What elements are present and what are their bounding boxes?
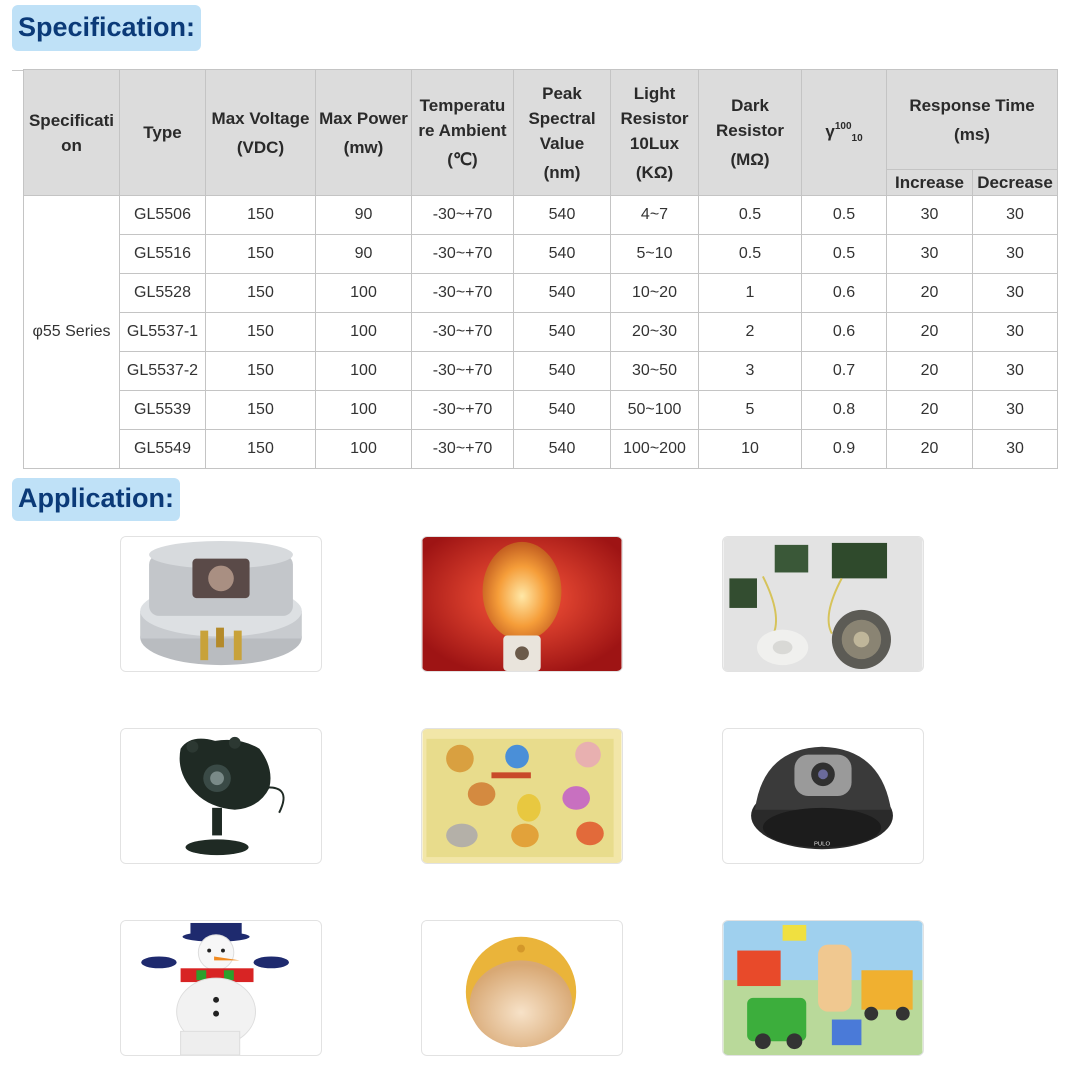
night-light-bulb-image: [421, 536, 623, 672]
webcam-image: [120, 728, 322, 864]
decrease-cell: 30: [973, 196, 1058, 235]
decrease-cell: 30: [973, 235, 1058, 274]
type-cell: GL5537-2: [120, 352, 206, 391]
decrease-cell: 30: [973, 430, 1058, 469]
table-row: [24, 274, 1058, 313]
table-row: [24, 430, 1058, 469]
increase-cell: 20: [887, 274, 973, 313]
header-increase: Increase: [887, 170, 973, 196]
header-row: [24, 70, 1058, 170]
increase-cell: 20: [887, 352, 973, 391]
dark-resistor-cell: 10: [699, 430, 802, 469]
snowman-night-light-image: [120, 920, 322, 1056]
temperature-cell: -30~+70: [412, 274, 514, 313]
vehicle-puzzle-image: [722, 920, 924, 1056]
series-cell: φ55 Series: [24, 196, 120, 469]
header-max-voltage: Max Voltage (VDC): [206, 70, 316, 196]
temperature-cell: -30~+70: [412, 352, 514, 391]
brand-label: PULO: [813, 841, 831, 848]
type-cell: GL5537-1: [120, 313, 206, 352]
dark-resistor-cell: 5: [699, 391, 802, 430]
temperature-cell: -30~+70: [412, 430, 514, 469]
light-resistor-cell: 30~50: [611, 352, 699, 391]
gamma-cell: 0.5: [802, 235, 887, 274]
power-cell: 100: [316, 313, 412, 352]
application-heading: Application:: [12, 478, 180, 521]
light-resistor-cell: 5~10: [611, 235, 699, 274]
light-resistor-cell: 20~30: [611, 313, 699, 352]
dark-resistor-cell: 0.5: [699, 235, 802, 274]
temperature-cell: -30~+70: [412, 391, 514, 430]
light-resistor-cell: 10~20: [611, 274, 699, 313]
type-cell: GL5539: [120, 391, 206, 430]
decrease-cell: 30: [973, 313, 1058, 352]
peak-cell: 540: [514, 352, 611, 391]
peak-cell: 540: [514, 274, 611, 313]
temperature-cell: -30~+70: [412, 313, 514, 352]
table-row: [24, 196, 1058, 235]
light-resistor-cell: 100~200: [611, 430, 699, 469]
gamma-cell: 0.6: [802, 274, 887, 313]
power-cell: 100: [316, 430, 412, 469]
decrease-cell: 30: [973, 391, 1058, 430]
gamma-cell: 0.5: [802, 196, 887, 235]
voltage-cell: 150: [206, 274, 316, 313]
power-cell: 100: [316, 391, 412, 430]
header-light-resistor: Light Resistor 10Lux (KΩ): [611, 70, 699, 196]
voltage-cell: 150: [206, 313, 316, 352]
table-row: [24, 352, 1058, 391]
photocell-switch-image: [120, 536, 322, 672]
header-decrease: Decrease: [973, 170, 1058, 196]
specification-heading: Specification:: [12, 5, 201, 51]
increase-cell: 20: [887, 430, 973, 469]
table-row: [24, 313, 1058, 352]
type-cell: GL5506: [120, 196, 206, 235]
increase-cell: 30: [887, 235, 973, 274]
gamma-cell: 0.6: [802, 313, 887, 352]
voltage-cell: 150: [206, 235, 316, 274]
light-resistor-cell: 50~100: [611, 391, 699, 430]
type-cell: GL5528: [120, 274, 206, 313]
dome-night-light-image: [421, 920, 623, 1056]
decrease-cell: 30: [973, 274, 1058, 313]
power-cell: 100: [316, 274, 412, 313]
peak-cell: 540: [514, 430, 611, 469]
type-cell: GL5549: [120, 430, 206, 469]
increase-cell: 20: [887, 313, 973, 352]
header-gamma: $\gamma^{100}_{10}$: [802, 70, 887, 196]
header-dark-resistor: Dark Resistor (MΩ): [699, 70, 802, 196]
peak-cell: 540: [514, 196, 611, 235]
peak-cell: 540: [514, 313, 611, 352]
header-specification: Specificati on: [24, 70, 120, 196]
increase-cell: 20: [887, 391, 973, 430]
decrease-cell: 30: [973, 352, 1058, 391]
animal-puzzle-image: [421, 728, 623, 864]
dark-resistor-cell: 2: [699, 313, 802, 352]
power-cell: 90: [316, 235, 412, 274]
dark-resistor-cell: 1: [699, 274, 802, 313]
power-cell: 100: [316, 352, 412, 391]
dome-camera-image: [722, 728, 924, 864]
peak-cell: 540: [514, 391, 611, 430]
table-row: [24, 391, 1058, 430]
header-peak-spectral: Peak Spectral Value (nm): [514, 70, 611, 196]
voltage-cell: 150: [206, 391, 316, 430]
dark-resistor-cell: 0.5: [699, 196, 802, 235]
voltage-cell: 150: [206, 196, 316, 235]
header-max-power: Max Power (mw): [316, 70, 412, 196]
type-cell: GL5516: [120, 235, 206, 274]
temperature-cell: -30~+70: [412, 235, 514, 274]
dark-resistor-cell: 3: [699, 352, 802, 391]
table-row: [24, 235, 1058, 274]
light-resistor-cell: 4~7: [611, 196, 699, 235]
gamma-cell: 0.8: [802, 391, 887, 430]
power-cell: 90: [316, 196, 412, 235]
header-response-time: Response Time (ms): [887, 70, 1058, 170]
sound-module-image: [722, 536, 924, 672]
temperature-cell: -30~+70: [412, 196, 514, 235]
gamma-cell: 0.7: [802, 352, 887, 391]
gamma-cell: 0.9: [802, 430, 887, 469]
specification-table: [23, 69, 1058, 469]
peak-cell: 540: [514, 235, 611, 274]
voltage-cell: 150: [206, 352, 316, 391]
header-temperature: Temperatu re Ambient (℃): [412, 70, 514, 196]
voltage-cell: 150: [206, 430, 316, 469]
increase-cell: 30: [887, 196, 973, 235]
header-type: Type: [120, 70, 206, 196]
